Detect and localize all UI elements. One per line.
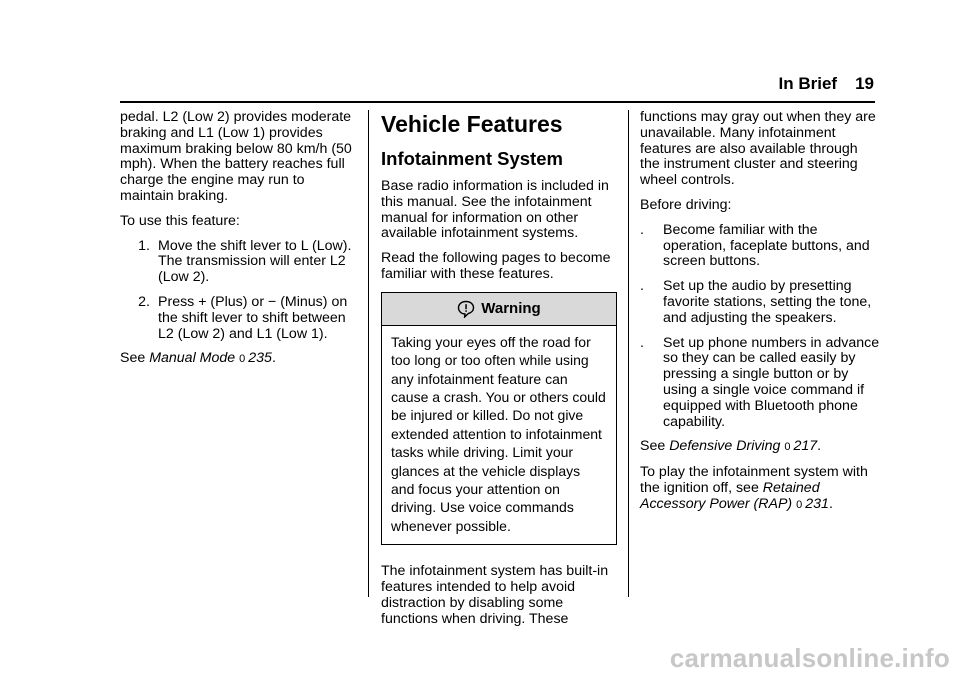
rap-text: To play the infotainment system with the ignition off, see xyxy=(640,464,868,496)
continued-paragraph: pedal. L2 (Low 2) provides moderate braking and L1 (Low 1) provides maximum braking below 80 km/h (50 mph). When the battery reaches full charge the engine may run to maintain braking. xyxy=(120,109,352,204)
ref-suffix: . xyxy=(828,495,833,512)
page-arrow-icon: 0 xyxy=(796,498,803,511)
bullet-mark: . xyxy=(640,334,644,351)
list-item xyxy=(120,239,358,286)
cross-reference-link[interactable]: Defensive Driving xyxy=(669,438,781,455)
paragraph: Base radio information is included in this manual. See the infotainment manual for information on other available infotainment systems. xyxy=(381,178,609,242)
list-lead: Before driving: xyxy=(640,196,732,213)
page-ref[interactable]: 235 xyxy=(248,350,272,367)
column-divider xyxy=(368,110,369,597)
bullet-mark: . xyxy=(640,221,644,238)
list-item xyxy=(640,279,880,326)
list-lead: To use this feature: xyxy=(120,212,240,229)
continued-paragraph: functions may gray out when they are unavailable. Many infotainment features are also available through the instrument cluster and steering wheel controls. xyxy=(640,109,876,189)
see-reference xyxy=(640,439,880,456)
warning-title: Warning xyxy=(481,299,541,317)
page-arrow-icon: 0 xyxy=(239,353,246,366)
column-right xyxy=(640,110,880,523)
cross-reference-link[interactable]: Retained Accessory Power (RAP) xyxy=(640,479,820,512)
page-ref[interactable]: 231 xyxy=(805,495,829,512)
bullet-list xyxy=(640,223,880,431)
cross-reference-link[interactable]: Manual Mode xyxy=(149,350,236,367)
list-item xyxy=(120,295,358,342)
warning-box xyxy=(381,292,617,545)
bullet-text: Set up the audio by presetting favorite stations, setting the tone, and adjusting the speakers. xyxy=(663,278,872,326)
header-rule xyxy=(120,101,875,103)
paragraph: Read the following pages to become familiar with these features. xyxy=(381,250,611,282)
bullet-text: Become familiar with the operation, faceplate buttons, and screen buttons. xyxy=(663,221,870,270)
column-left xyxy=(120,110,358,377)
warning-body: Taking your eyes off the road for too long or too often while using any infotainment feature can cause a crash. You or others could be injured or killed. Do not give extended attention to infotainment tasks while driving. Limit your glances at the vehicle displays and focus your attention on driving. Use voice commands whenever possible. xyxy=(391,333,606,534)
ref-suffix: . xyxy=(817,438,822,455)
warning-header xyxy=(382,293,616,326)
paragraph: The infotainment system has built-in features intended to help avoid distraction by disabling some functions when driving. These xyxy=(381,563,609,627)
page-header xyxy=(779,74,874,94)
bullet-text: Set up phone numbers in advance so they can be called easily by pressing a single button or by using a single voice command if equipped with Bluetooth phone capability. xyxy=(663,334,880,430)
rap-reference xyxy=(640,465,880,513)
column-middle xyxy=(381,110,617,636)
step-number: 1. xyxy=(138,237,150,254)
header-section-title: In Brief xyxy=(778,74,838,93)
page-arrow-icon: 0 xyxy=(784,441,791,454)
ref-suffix: . xyxy=(271,350,276,367)
bullet-mark: . xyxy=(640,278,644,295)
list-item xyxy=(640,223,880,270)
numbered-steps xyxy=(120,239,358,343)
page-number: 19 xyxy=(855,74,874,93)
see-prefix: See xyxy=(120,350,150,367)
see-reference xyxy=(120,351,358,368)
step-number: 2. xyxy=(138,293,150,310)
page-ref[interactable]: 217 xyxy=(793,438,818,455)
subsection-heading: Infotainment System xyxy=(381,148,563,169)
column-divider xyxy=(628,110,629,597)
step-text: Press + (Plus) or − (Minus) on the shift lever to shift between L2 (Low 2) and L1 (Low 1). xyxy=(158,293,348,342)
section-heading: Vehicle Features xyxy=(381,111,563,137)
watermark: carmanualsonline.info xyxy=(669,643,950,673)
list-item xyxy=(640,336,880,431)
see-prefix: See xyxy=(640,438,670,455)
warning-icon xyxy=(457,300,475,318)
step-text: Move the shift lever to L (Low). The transmission will enter L2 (Low 2). xyxy=(158,237,352,286)
